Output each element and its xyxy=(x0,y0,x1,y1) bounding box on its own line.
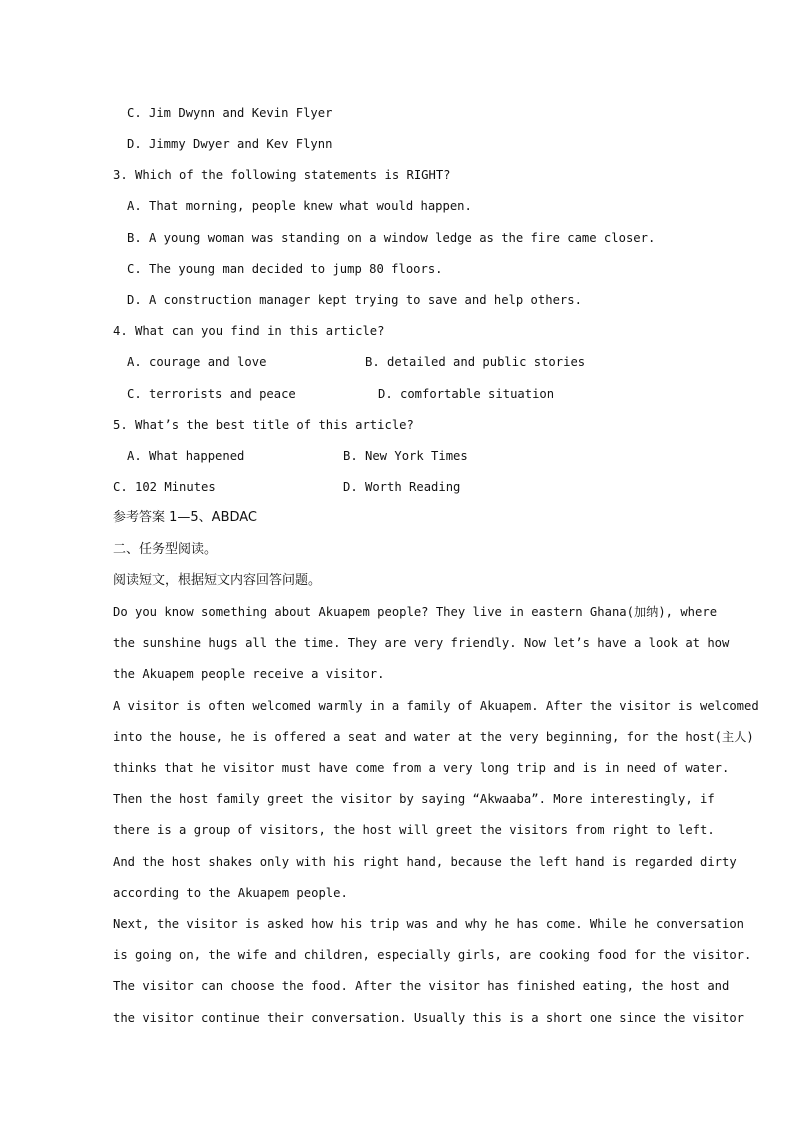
q5-option-d: D. Worth Reading xyxy=(343,480,461,494)
passage-p1-line-1: Do you know something about Akuapem people? They live in eastern Ghana(加纳), where xyxy=(113,605,718,619)
q5-question: 5. What’s the best title of this article? xyxy=(113,418,414,432)
q4-question: 4. What can you find in this article? xyxy=(113,324,385,338)
q4-option-b: B. detailed and public stories xyxy=(365,355,586,369)
q3-option-d: D. A construction manager kept trying to save and help others. xyxy=(127,293,582,307)
q5-option-b: B. New York Times xyxy=(343,449,468,463)
passage-p2-line-2: into the house, he is offered a seat and water at the very beginning, for the host(主人) xyxy=(113,730,754,744)
passage-p2-line-1: A visitor is often welcomed warmly in a family of Akuapem. After the visitor is welcomed xyxy=(113,699,759,713)
q5-option-c: C. 102 Minutes xyxy=(113,480,216,494)
passage-p3-line-3: The visitor can choose the food. After the visitor has finished eating, the host and xyxy=(113,979,730,993)
answer-key: 参考答案 1—5、ABDAC xyxy=(113,510,258,525)
q3-option-a: A. That morning, people knew what would happen. xyxy=(127,199,472,213)
passage-p2-line-4: Then the host family greet the visitor by saying “Akwaaba”. More interestingly, if xyxy=(113,792,715,806)
passage-p2-line-3: thinks that he visitor must have come from a very long trip and is in need of water. xyxy=(113,761,730,775)
q4-option-d: D. comfortable situation xyxy=(378,387,555,401)
passage-p3-line-1: Next, the visitor is asked how his trip was and why he has come. While he conversation xyxy=(113,917,745,931)
passage-p3-line-4: the visitor continue their conversation. Usually this is a short one since the visitor xyxy=(113,1011,745,1025)
section-heading: 二、任务型阅读。 xyxy=(113,542,218,557)
passage-p3-line-2: is going on, the wife and children, especially girls, are cooking food for the visitor. xyxy=(113,948,752,962)
q3-question: 3. Which of the following statements is RIGHT? xyxy=(113,168,451,182)
q4-option-a: A. courage and love xyxy=(127,355,267,369)
q5-option-a: A. What happened xyxy=(127,449,245,463)
passage-p1-line-3: the Akuapem people receive a visitor. xyxy=(113,667,385,681)
passage-p1-line-2: the sunshine hugs all the time. They are very friendly. Now let’s have a look at how xyxy=(113,636,730,650)
passage-p2-line-5: there is a group of visitors, the host will greet the visitors from right to left. xyxy=(113,823,715,837)
passage-p2-line-6: And the host shakes only with his right hand, because the left hand is regarded dirty xyxy=(113,855,737,869)
passage-p2-line-7: according to the Akuapem people. xyxy=(113,886,348,900)
q4-option-c: C. terrorists and peace xyxy=(127,387,296,401)
q2-option-d: D. Jimmy Dwyer and Kev Flynn xyxy=(127,137,333,151)
q3-option-b: B. A young woman was standing on a window ledge as the fire came closer. xyxy=(127,231,656,245)
q3-option-c: C. The young man decided to jump 80 floors. xyxy=(127,262,443,276)
q2-option-c: C. Jim Dwynn and Kevin Flyer xyxy=(127,106,333,120)
section-instruction: 阅读短文，根据短文内容回答问题。 xyxy=(113,573,322,588)
